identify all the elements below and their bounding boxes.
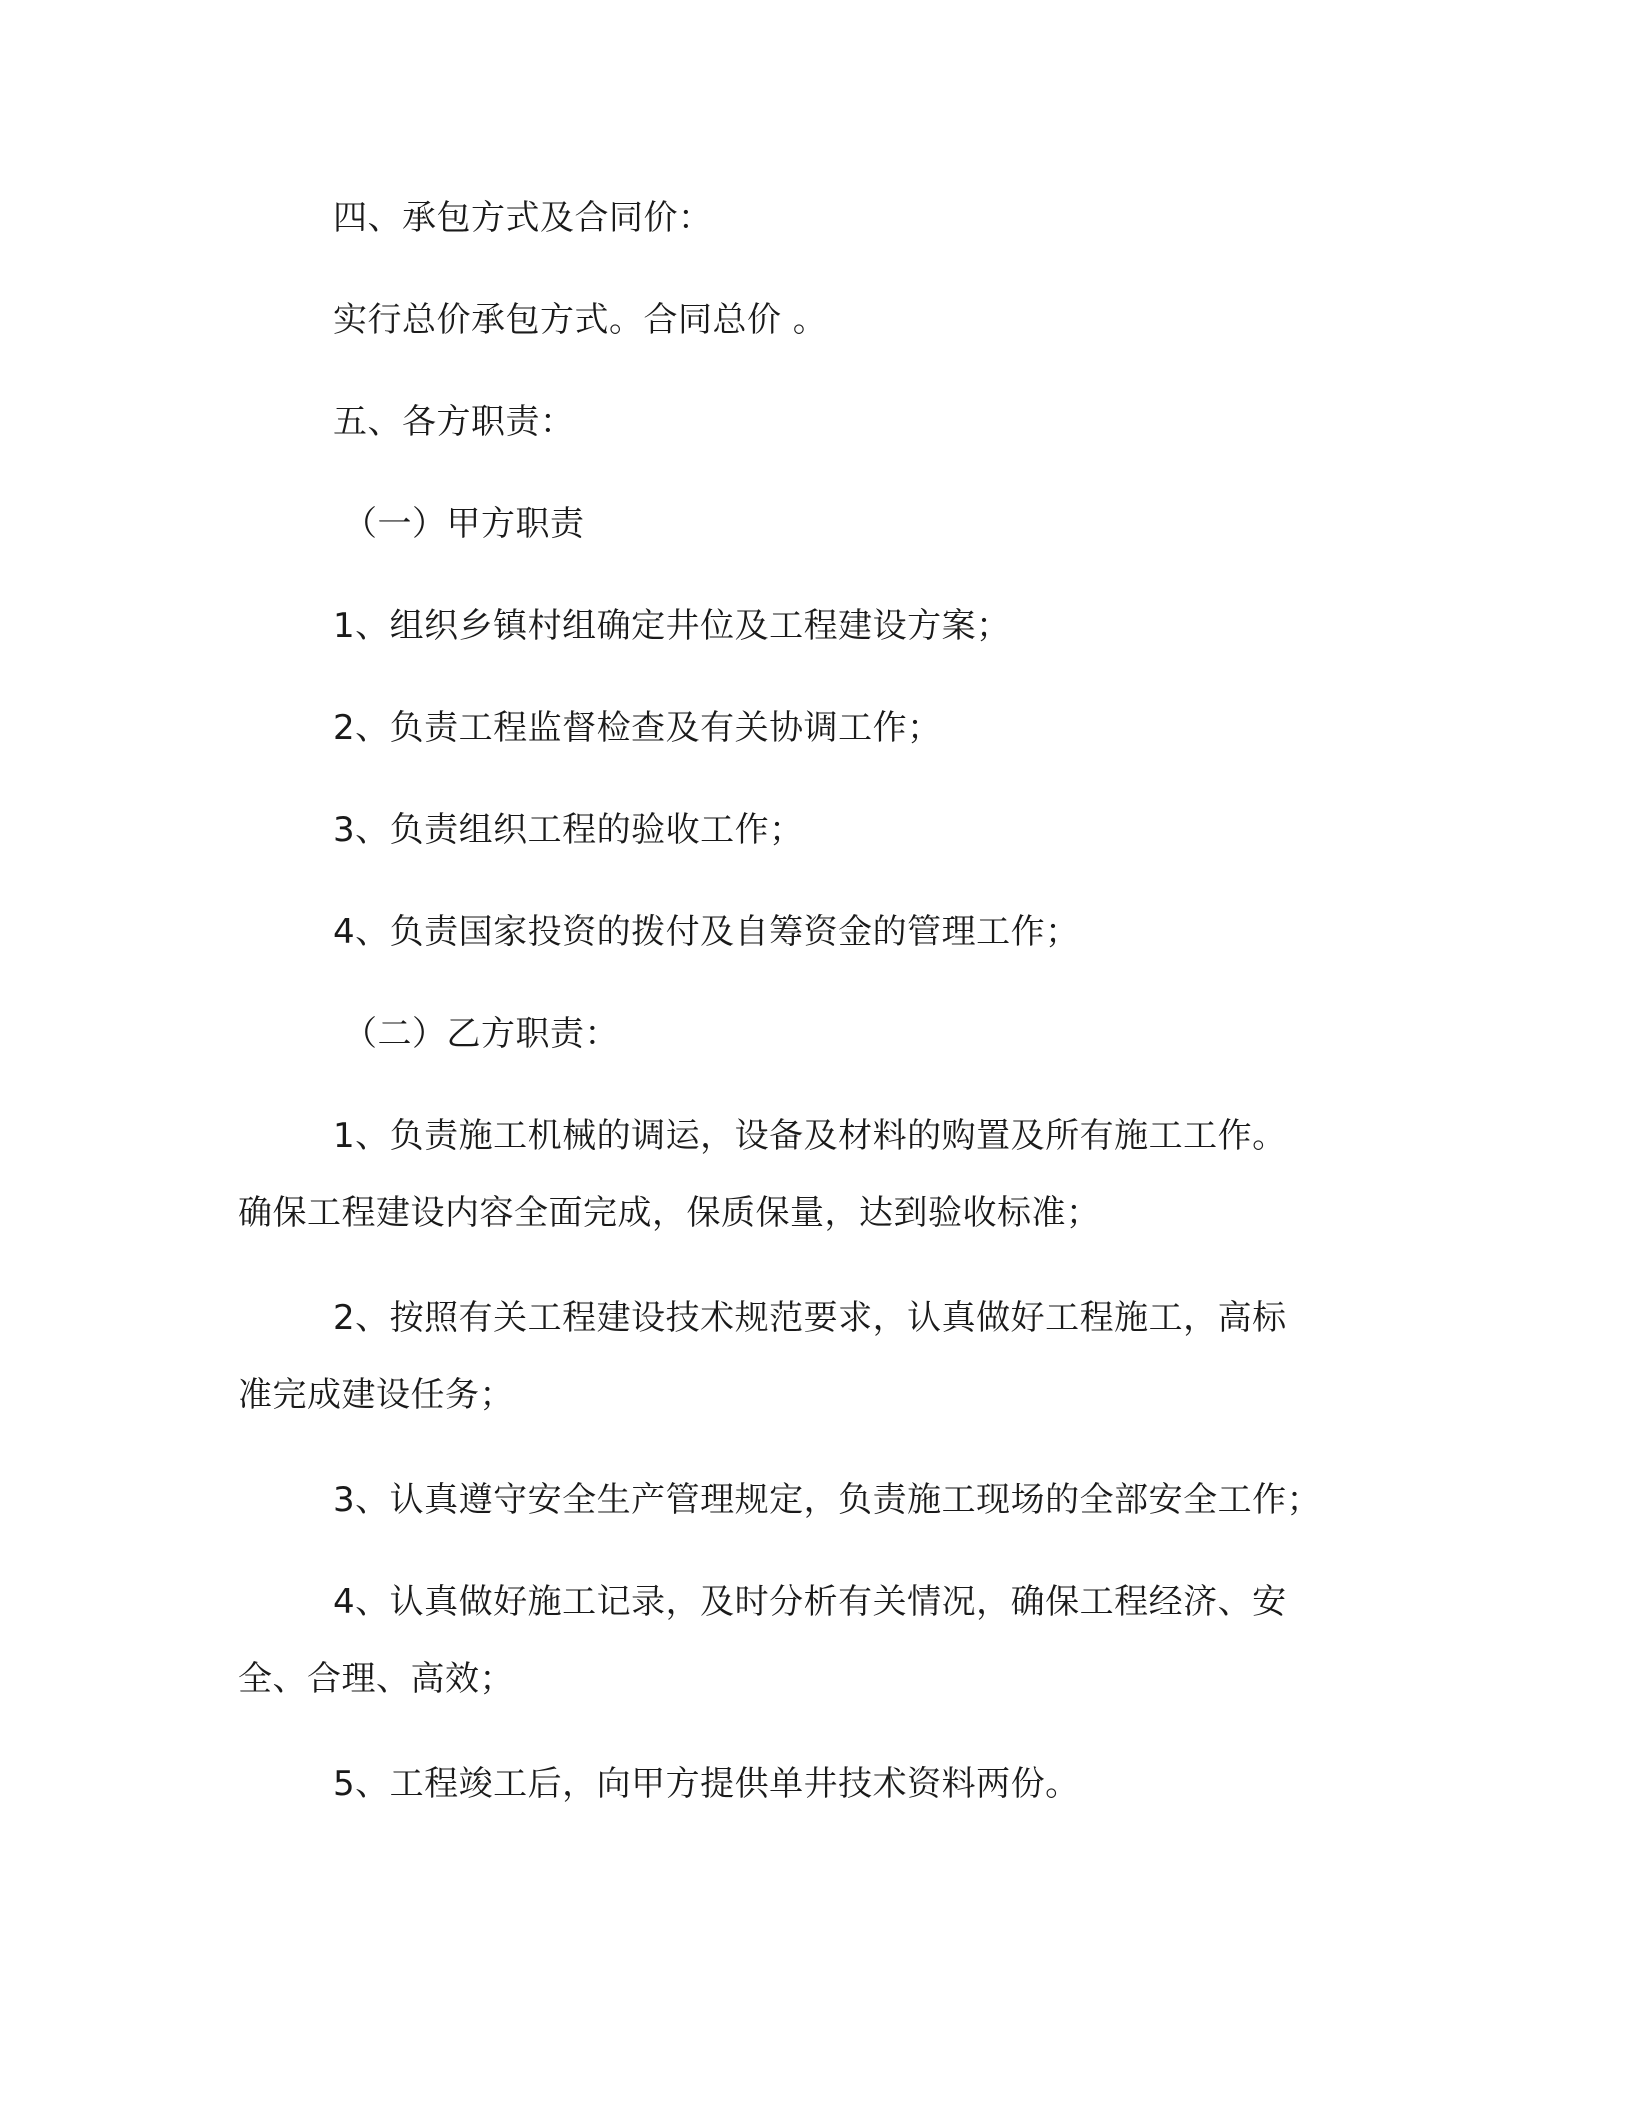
section-five-heading: 五、各方职责： [333, 402, 575, 442]
party-a-item-1: 1、组织乡镇村组确定井位及工程建设方案； [333, 606, 1011, 646]
party-b-item-4-line-1: 4、认真做好施工记录，及时分析有关情况，确保工程经济、安 [333, 1582, 1287, 1622]
party-b-item-2-line-1: 2、按照有关工程建设技术规范要求，认真做好工程施工，高标 [333, 1298, 1287, 1338]
section-four-text: 实行总价承包方式。合同总价 。 [333, 300, 828, 340]
party-b-heading: （二）乙方职责： [343, 1014, 619, 1054]
party-a-heading: （一）甲方职责 [343, 504, 585, 544]
party-a-item-2: 2、负责工程监督检查及有关协调工作； [333, 708, 942, 748]
party-b-item-4-line-2: 全、合理、高效； [238, 1659, 514, 1699]
party-b-item-3: 3、认真遵守安全生产管理规定，负责施工现场的全部安全工作； [333, 1480, 1322, 1520]
party-a-item-3: 3、负责组织工程的验收工作； [333, 810, 804, 850]
party-a-item-4: 4、负责国家投资的拨付及自筹资金的管理工作； [333, 912, 1080, 952]
section-four-heading: 四、承包方式及合同价： [333, 198, 713, 238]
party-b-item-5: 5、工程竣工后，向甲方提供单井技术资料两份。 [333, 1764, 1080, 1804]
party-b-item-2-line-2: 准完成建设任务； [238, 1375, 514, 1415]
party-b-item-1-line-1: 1、负责施工机械的调运，设备及材料的购置及所有施工工作。 [333, 1116, 1287, 1156]
party-b-item-1-line-2: 确保工程建设内容全面完成，保质保量，达到验收标准； [238, 1193, 1101, 1233]
